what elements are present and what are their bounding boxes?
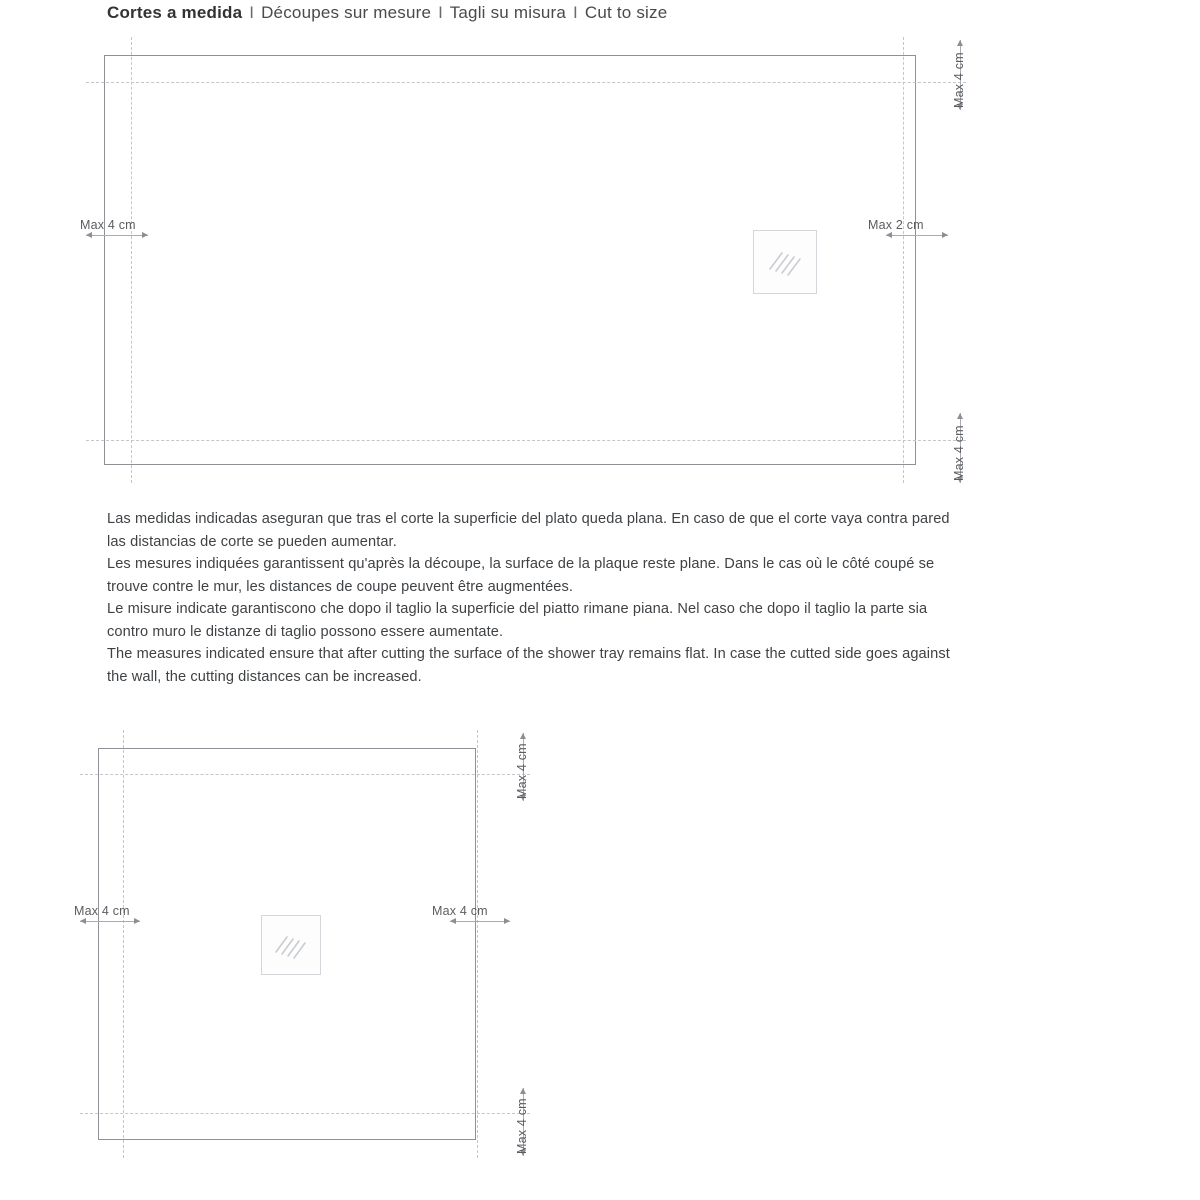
dim-arrow-up-bottom-right-square [520,1088,526,1094]
dim-arrow-right-right [942,232,948,238]
drain-grate-icon-square [261,915,321,975]
note-es: Las medidas indicadas aseguran que tras el corte la superficie del plato queda plana. En caso de que el corte vaya contra pared las distancias de corte se pueden aumentar. [107,511,950,550]
page-title [107,3,667,23]
dim-label-left-square: Max 4 cm [74,904,130,918]
cut-line-top-dashed [86,82,966,83]
dim-extension-right-square [450,921,510,922]
cut-line-left-dashed-square [123,730,124,1158]
cut-line-left-dashed [131,37,132,483]
note-fr: Les mesures indiquées garantissent qu'après la découpe, la surface de la plaque reste plane. Dans le cas où le côté coupé se trouve contre le mur, les distances de coupe peuvent être augmentées. [107,556,935,595]
dim-label-bottom-right: Max 4 cm [952,425,966,481]
dim-label-top-right-square: Max 4 cm [515,743,529,799]
dim-arrow-right-right-square [504,918,510,924]
dim-arrow-left-right [886,232,892,238]
page-title-fr: Découpes sur mesure [261,3,432,22]
note-en: The measures indicated ensure that after cutting the surface of the shower tray remains flat. In case the cutted side goes against the wall, the cutting distances can be increased. [107,646,950,685]
dim-extension-left-square [80,921,140,922]
page-title-es: Cortes a medida [107,3,243,22]
notes-block [107,508,952,688]
cut-line-top-dashed-square [80,774,530,775]
page-title-it: Tagli su misura [449,3,567,22]
dim-extension-left [86,235,148,236]
dim-arrow-left-left [86,232,92,238]
dim-label-left: Max 4 cm [80,218,136,232]
title-separator-1: I [249,3,255,22]
dim-arrow-up-top-right-square [520,733,526,739]
cut-line-right-dashed-square [477,730,478,1158]
dim-label-bottom-right-square: Max 4 cm [515,1098,529,1154]
dim-arrow-left-right-square [450,918,456,924]
dim-label-right-square: Max 4 cm [432,904,488,918]
dim-arrow-left-left-square [80,918,86,924]
dim-label-right: Max 2 cm [868,218,924,232]
dim-arrow-right-left [142,232,148,238]
title-separator-3: I [573,3,578,22]
cut-line-right-dashed [903,37,904,483]
title-separator-2: I [438,3,444,22]
dim-arrow-up-bottom-right [957,413,963,419]
cut-line-bottom-dashed [86,440,966,441]
drain-grate-icon [753,230,817,294]
dim-arrow-up-top-right [957,40,963,46]
note-it: Le misure indicate garantiscono che dopo il taglio la superficie del piatto rimane piana. Nel caso che dopo il taglio la parte sia contro muro le distanze di taglio possono essere aumentate. [107,601,928,640]
dim-label-top-right: Max 4 cm [952,52,966,108]
cut-line-bottom-dashed-square [80,1113,530,1114]
page-title-en: Cut to size [584,3,668,22]
dim-extension-right [886,235,948,236]
dim-arrow-right-left-square [134,918,140,924]
